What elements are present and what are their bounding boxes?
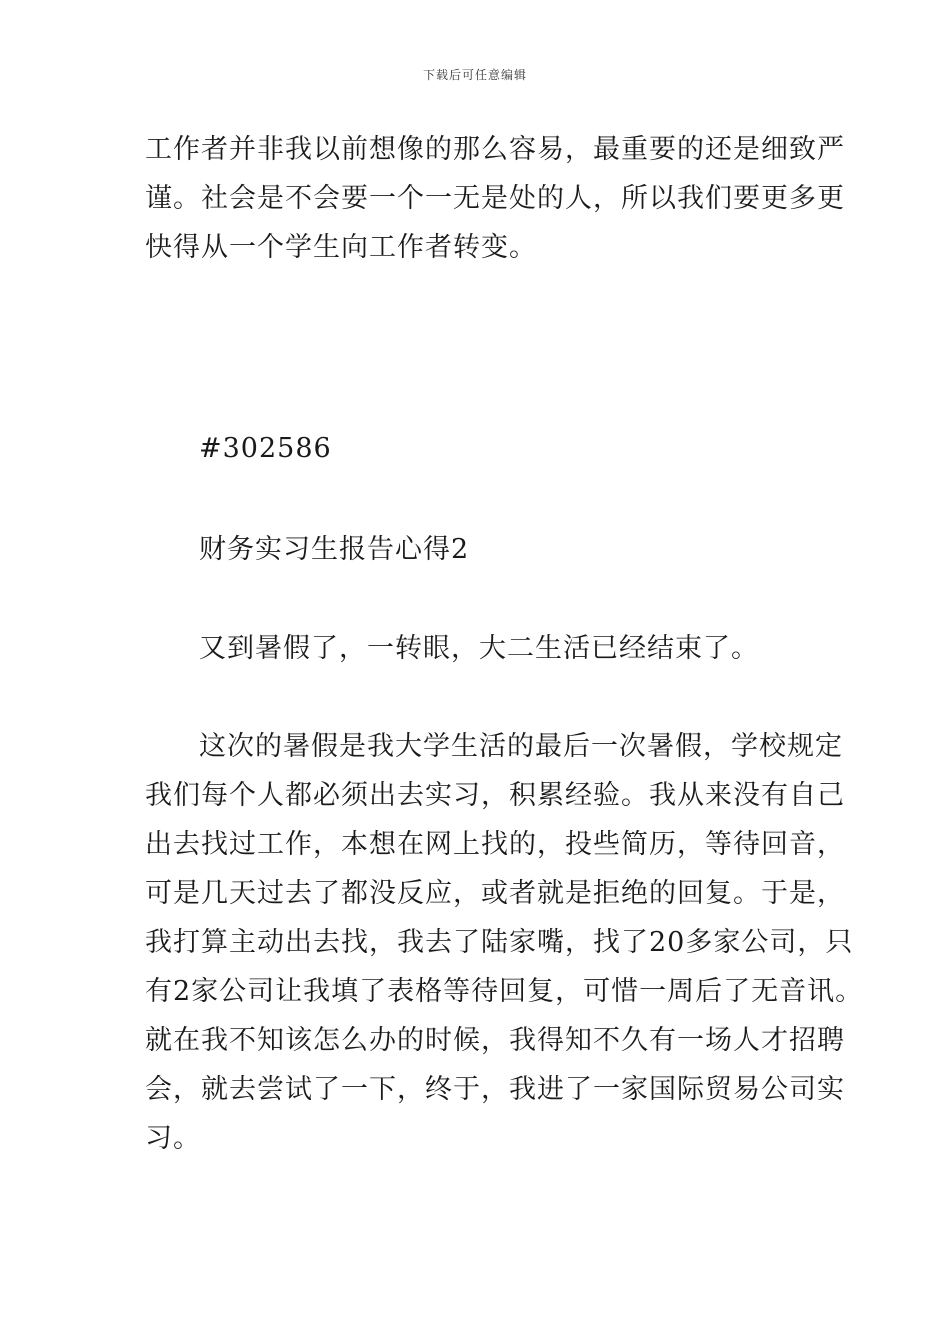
paragraph-line: 出去找过工作，本想在网上找的，投些简历，等待回音， (145, 829, 845, 860)
paragraph-line: 快得从一个学生向工作者转变。 (145, 232, 537, 263)
section-title (145, 525, 810, 574)
paragraph-2 (145, 722, 864, 1163)
intro-paragraph (145, 125, 845, 272)
paragraph-line: 谨。社会是不会要一个一无是处的人，所以我们要更多更 (145, 183, 845, 214)
paragraph-line: 这次的暑假是我大学生活的最后一次暑假，学校规定 (199, 731, 843, 762)
paragraph-1 (145, 624, 810, 673)
download-note: 下载后可任意编辑 (422, 68, 527, 82)
paragraph-line: 有2家公司让我填了表格等待回复，可惜一周后了无音讯。 (145, 976, 864, 1007)
paragraph-line: 我打算主动出去找，我去了陆家嘴，找了20多家公司，只 (145, 927, 854, 958)
paragraph-line: 又到暑假了，一转眼，大二生活已经结束了。 (199, 633, 759, 664)
section-title-text: 财务实习生报告心得2 (199, 534, 470, 565)
document-id (145, 424, 810, 473)
document-id-text: #302586 (199, 433, 332, 464)
paragraph-line: 工作者并非我以前想像的那么容易，最重要的还是细致严 (145, 134, 845, 165)
paragraph-line: 会，就去尝试了一下，终于，我进了一家国际贸易公司实 (145, 1074, 845, 1105)
paragraph-line: 就在我不知该怎么办的时候，我得知不久有一场人才招聘 (145, 1025, 845, 1056)
paragraph-line: 我们每个人都必须出去实习，积累经验。我从来没有自己 (145, 780, 845, 811)
paragraph-line: 可是几天过去了都没反应，或者就是拒绝的回复。于是， (145, 878, 845, 909)
paragraph-line: 习。 (145, 1123, 201, 1154)
